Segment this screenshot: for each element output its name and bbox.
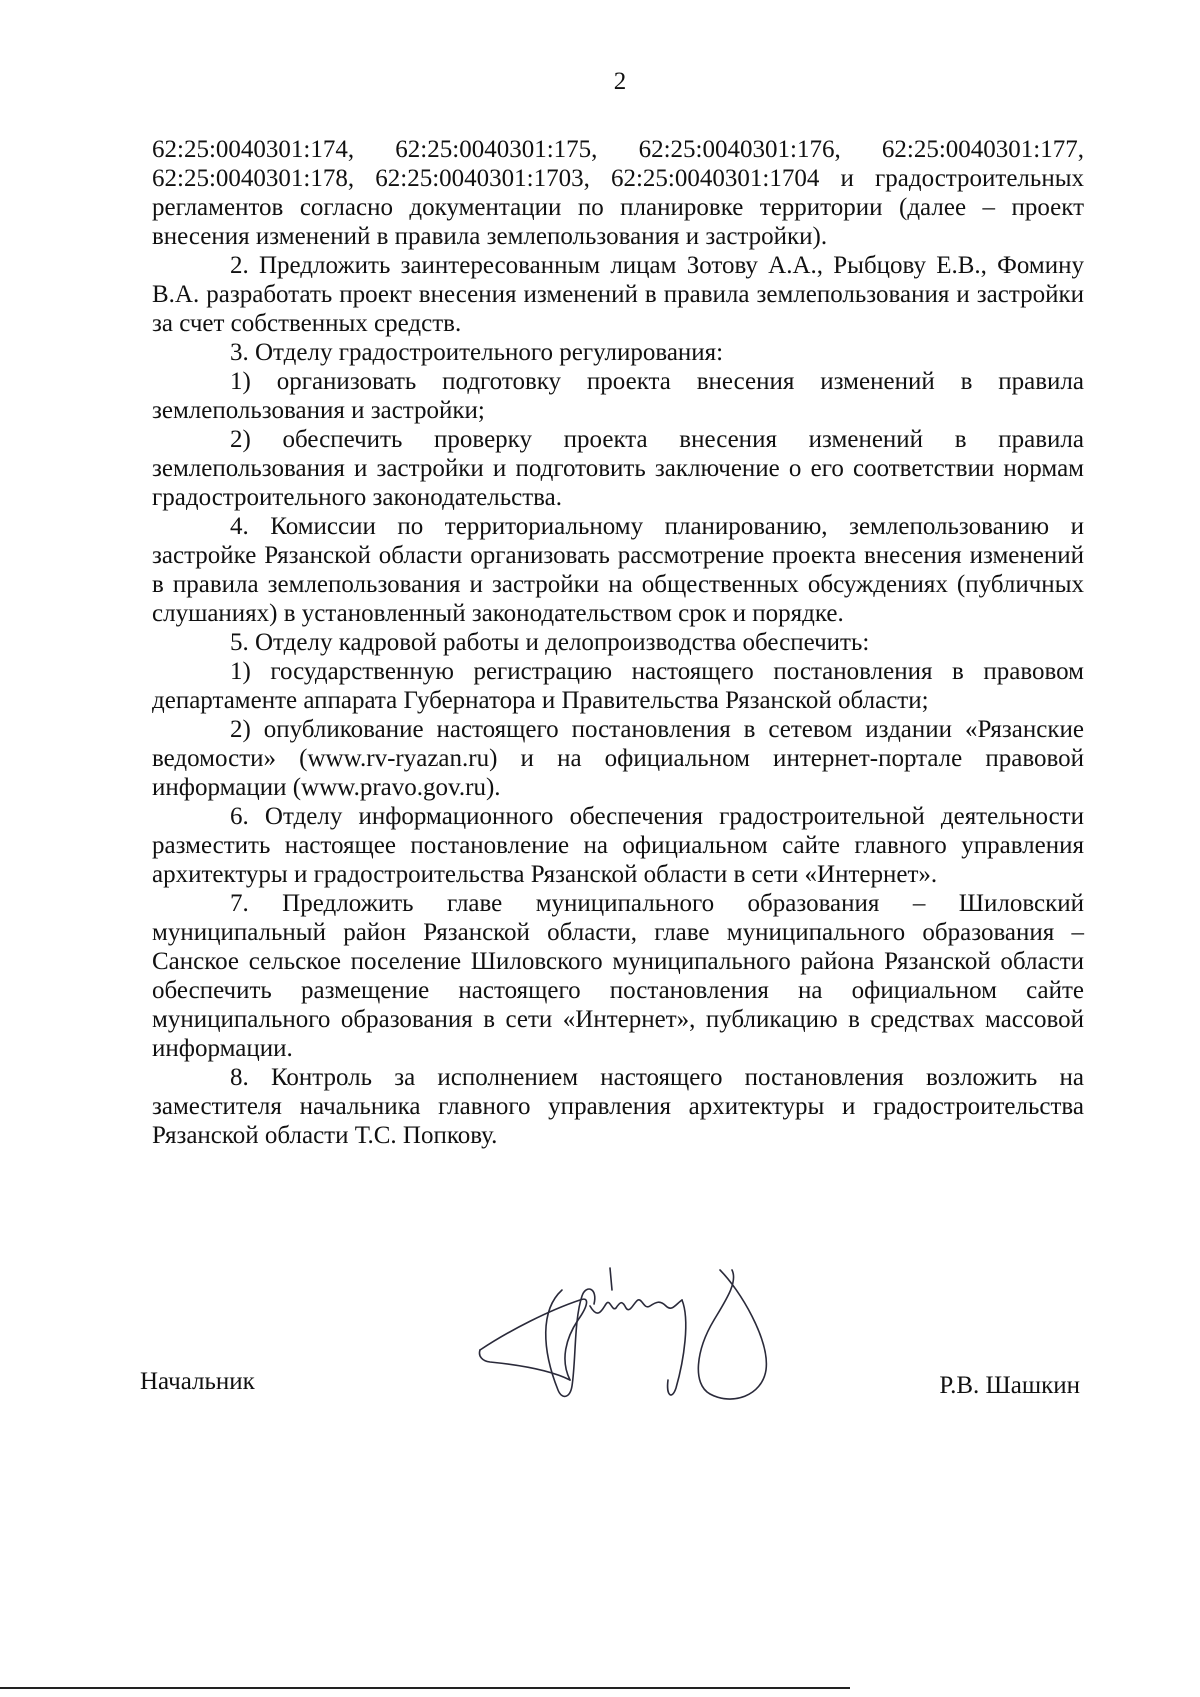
page-number: 2: [613, 68, 627, 95]
paragraph-item-5-1: 1) государственную регистрацию настоящего постановления в правовом департаменте аппарата Губернатора и Правительства Рязанской области;: [152, 658, 1084, 714]
paragraph-item-4: 4. Комиссии по территориальному планированию, землепользованию и застройке Рязанской области организовать рассмотрение проекта внесения изменений в правила землепользования и застройки на общественных обсуждениях (публичных слушаниях) в установленный законодательством срок и порядке.: [152, 513, 1084, 627]
paragraph-continuation: 62:25:0040301:174, 62:25:0040301:175, 62:25:0040301:176, 62:25:0040301:177, 62:25:0040301:178, 62:25:0040301:1703, 62:25:0040301:1704 и градостроительных регламентов согласно документации по планировке территории (далее – проект внесения изменений в правила землепользования и застройки).: [152, 136, 1084, 250]
bottom-divider: [0, 1687, 850, 1689]
paragraph-item-3: 3. Отделу градостроительного регулирования:: [230, 339, 724, 366]
paragraph-item-7: 7. Предложить главе муниципального образования – Шиловский муниципальный район Рязанской области, главе муниципального образования – Санское сельское поселение Шиловского муниципального района Рязанской области обеспечить размещение настоящего постановления на официальном сайте муниципального образования в сети «Интернет», публикацию в средствах массовой информации.: [152, 890, 1084, 1062]
signatory-name: Р.В. Шашкин: [939, 1372, 1080, 1399]
paragraph-item-3-2: 2) обеспечить проверку проекта внесения изменений в правила землепользования и застройки и подготовить заключение о его соответствии нормам градостроительного законодательства.: [152, 426, 1084, 511]
document-body: [152, 135, 1084, 1150]
paragraph-item-2: 2. Предложить заинтересованным лицам Зотову А.А., Рыбцову Е.В., Фомину В.А. разработать проект внесения изменений в правила землепользования и застройки за счет собственных средств.: [152, 252, 1084, 337]
paragraph-item-8: 8. Контроль за исполнением настоящего постановления возложить на заместителя начальника главного управления архитектуры и градостроительства Рязанской области Т.С. Попкову.: [152, 1064, 1084, 1149]
paragraph-item-5: 5. Отделу кадровой работы и делопроизводства обеспечить:: [230, 629, 870, 656]
paragraph-item-5-2: 2) опубликование настоящего постановления в сетевом издании «Рязанские ведомости» (www.rv-ryazan.ru) и на официальном интернет-портале правовой информации (www.pravo.gov.ru).: [152, 716, 1084, 801]
signature-block: [140, 1340, 1080, 1440]
signatory-position: Начальник: [140, 1368, 255, 1395]
paragraph-item-6: 6. Отделу информационного обеспечения градостроительной деятельности разместить настоящее постановление на официальном сайте главного управления архитектуры и градостроительства Рязанской области в сети «Интернет».: [152, 803, 1084, 888]
paragraph-item-3-1: 1) организовать подготовку проекта внесения изменений в правила землепользования и застройки;: [152, 368, 1084, 424]
